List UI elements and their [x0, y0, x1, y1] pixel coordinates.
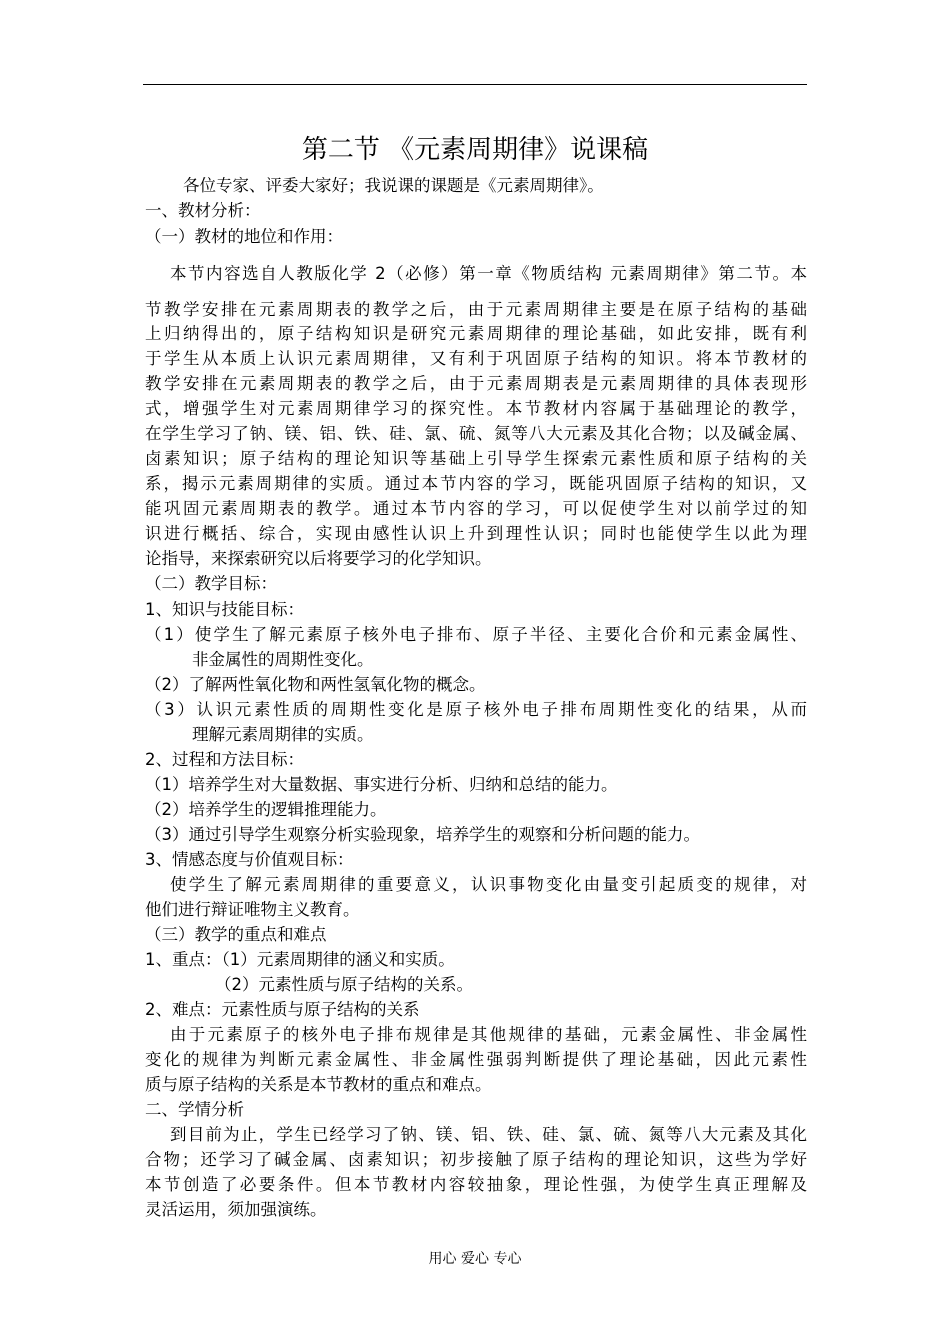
page-footer: 用心 爱心 专心	[428, 1251, 522, 1267]
list-item: （2）了解两性氧化物和两性氢氧化物的概念。	[145, 675, 486, 694]
paragraph-line: 质与原子结构的关系是本节教材的重点和难点。	[145, 1075, 492, 1094]
list-heading: 3、情感态度与价值观目标：	[145, 850, 354, 869]
paragraph-line: 本节内容选自人教版化学 2（必修）第一章《物质结构 元素周期律》第二节。本	[170, 264, 807, 283]
paragraph-line: 式，增强学生对元素周期律学习的探究性。本节教材内容属于基础理论的教学，	[145, 399, 807, 418]
section-heading: 一、教材分析：	[145, 201, 261, 220]
paragraph-line: 他们进行辩证唯物主义教育。	[145, 900, 360, 919]
paragraph-line: 本节创造了必要条件。但本节教材内容较抽象，理论性强，为使学生真正理解及	[145, 1175, 807, 1194]
paragraph-line: 于学生从本质上认识元素周期律，又有利于巩固原子结构的知识。将本节教材的	[145, 349, 807, 368]
paragraph-line: 节教学安排在元素周期表的教学之后，由于元素周期律主要是在原子结构的基础	[145, 300, 807, 319]
section-heading: 二、学情分析	[145, 1100, 244, 1119]
list-item: （1）培养学生对大量数据、事实进行分析、归纳和总结的能力。	[145, 775, 618, 794]
list-item: （3）通过引导学生观察分析实验现象，培养学生的观察和分析问题的能力。	[145, 825, 700, 844]
paragraph-line: 卤素知识；原子结构的理论知识等基础上引导学生探索元素性质和原子结构的关	[145, 449, 807, 468]
paragraph-line: 上归纳得出的，原子结构知识是研究元素周期律的理论基础，如此安排，既有利	[145, 324, 807, 343]
list-item-continuation: 理解元素周期律的实质。	[192, 725, 374, 744]
list-heading: 1、知识与技能目标：	[145, 600, 304, 619]
list-item-continuation: 非金属性的周期性变化。	[192, 650, 374, 669]
list-item: （3）认识元素性质的周期性变化是原子核外电子排布周期性变化的结果，从而	[145, 700, 807, 719]
greeting-line: 各位专家、评委大家好；我说课的课题是《元素周期律》。	[183, 176, 604, 195]
list-item: （2）元素性质与原子结构的关系。	[215, 975, 473, 994]
list-item: 1、重点：（1）元素周期律的涵义和实质。	[145, 950, 455, 969]
paragraph-line: 能巩固元素周期表的教学。通过本节内容的学习，可以促使学生对以前学过的知	[145, 499, 807, 518]
paragraph-line: 到目前为止，学生已经学习了钠、镁、铝、铁、硅、氯、硫、氮等八大元素及其化	[170, 1125, 807, 1144]
paragraph-line: 变化的规律为判断元素金属性、非金属性强弱判断提供了理论基础，因此元素性	[145, 1050, 807, 1069]
paragraph-line: 由于元素原子的核外电子排布规律是其他规律的基础，元素金属性、非金属性	[170, 1025, 807, 1044]
paragraph-line: 识进行概括、综合，实现由感性认识上升到理性认识；同时也能使学生以此为理	[145, 524, 807, 543]
list-item: 2、难点：元素性质与原子结构的关系	[145, 1000, 420, 1019]
paragraph-line: 灵活运用，须加强演练。	[145, 1200, 327, 1219]
list-heading: 2、过程和方法目标：	[145, 750, 304, 769]
page-title: 第二节 《元素周期律》说课稿	[301, 135, 649, 165]
list-item: （2）培养学生的逻辑推理能力。	[145, 800, 387, 819]
paragraph-line: 在学生学习了钠、镁、铝、铁、硅、氯、硫、氮等八大元素及其化合物；以及碱金属、	[145, 424, 807, 443]
paragraph-line: 论指导，来探索研究以后将要学习的化学知识。	[145, 549, 492, 568]
subsection-heading: （一）教材的地位和作用：	[145, 227, 343, 246]
subsection-heading: （二）教学目标：	[145, 574, 277, 593]
header-rule	[143, 84, 807, 85]
list-item: （1）使学生了解元素原子核外电子排布、原子半径、主要化合价和元素金属性、	[145, 625, 807, 644]
paragraph-line: 系，揭示元素周期律的实质。通过本节内容的学习，既能巩固原子结构的知识，又	[145, 474, 807, 493]
paragraph-line: 合物；还学习了碱金属、卤素知识；初步接触了原子结构的理论知识，这些为学好	[145, 1150, 807, 1169]
paragraph-line: 使学生了解元素周期律的重要意义，认识事物变化由量变引起质变的规律，对	[170, 875, 807, 894]
paragraph-line: 教学安排在元素周期表的教学之后，由于元素周期表是元素周期律的具体表现形	[145, 374, 807, 393]
subsection-heading: （三）教学的重点和难点	[145, 925, 327, 944]
